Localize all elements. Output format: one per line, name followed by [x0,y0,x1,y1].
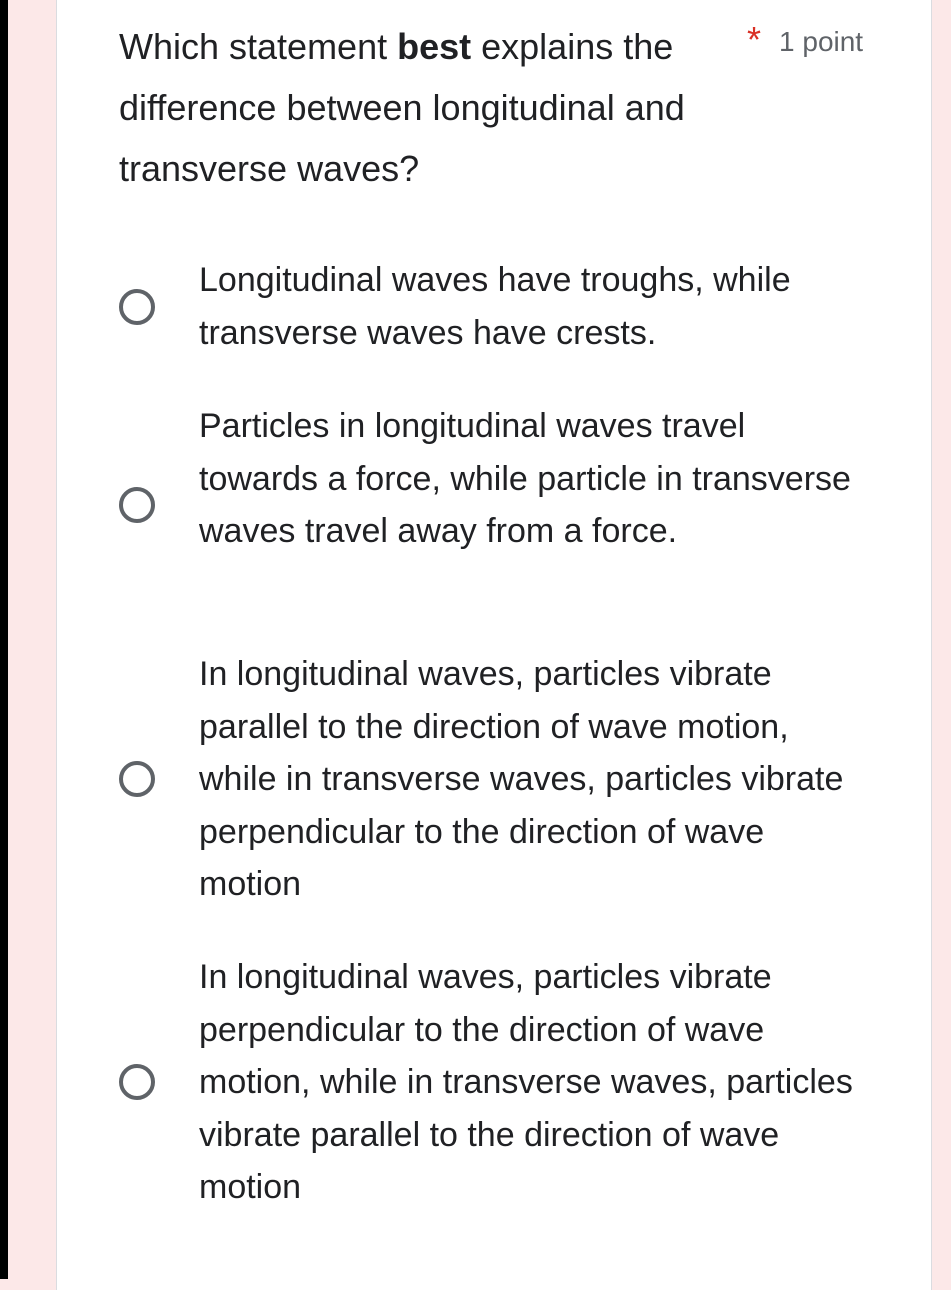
question-text-start: Which statement [119,26,398,67]
required-asterisk: * [747,19,762,60]
question-meta [747,20,863,64]
left-edge-strip [0,0,8,1279]
option-label[interactable]: Longitudinal waves have troughs, while transverse waves have crests. [199,261,791,352]
radio-button-icon[interactable] [119,487,155,523]
question-title [119,16,739,199]
question-text-end: explains the difference between longitudinal and transverse waves? [119,26,685,189]
option-2[interactable] [57,400,933,610]
option-4[interactable] [57,951,933,1214]
option-label[interactable]: Particles in longitudinal waves travel towards a force, while particle in transverse waves travel away from a force. [199,407,851,550]
question-header [119,16,879,199]
radio-button-icon[interactable] [119,1064,155,1100]
radio-button-icon[interactable] [119,289,155,325]
radio-button-icon[interactable] [119,761,155,797]
option-1[interactable] [57,254,933,359]
points-label: 1 point [779,26,864,57]
option-label[interactable]: In longitudinal waves, particles vibrate parallel to the direction of wave motion, while in transverse waves, particles vibrate perpendicular to the direction of wave motion [199,655,844,903]
option-label[interactable]: In longitudinal waves, particles vibrate perpendicular to the direction of wave motion, while in transverse waves, particles vibrate parallel to the direction of wave motion [199,958,853,1206]
option-3[interactable] [57,648,933,911]
question-text-bold: best [397,26,472,67]
question-card [56,0,932,1290]
